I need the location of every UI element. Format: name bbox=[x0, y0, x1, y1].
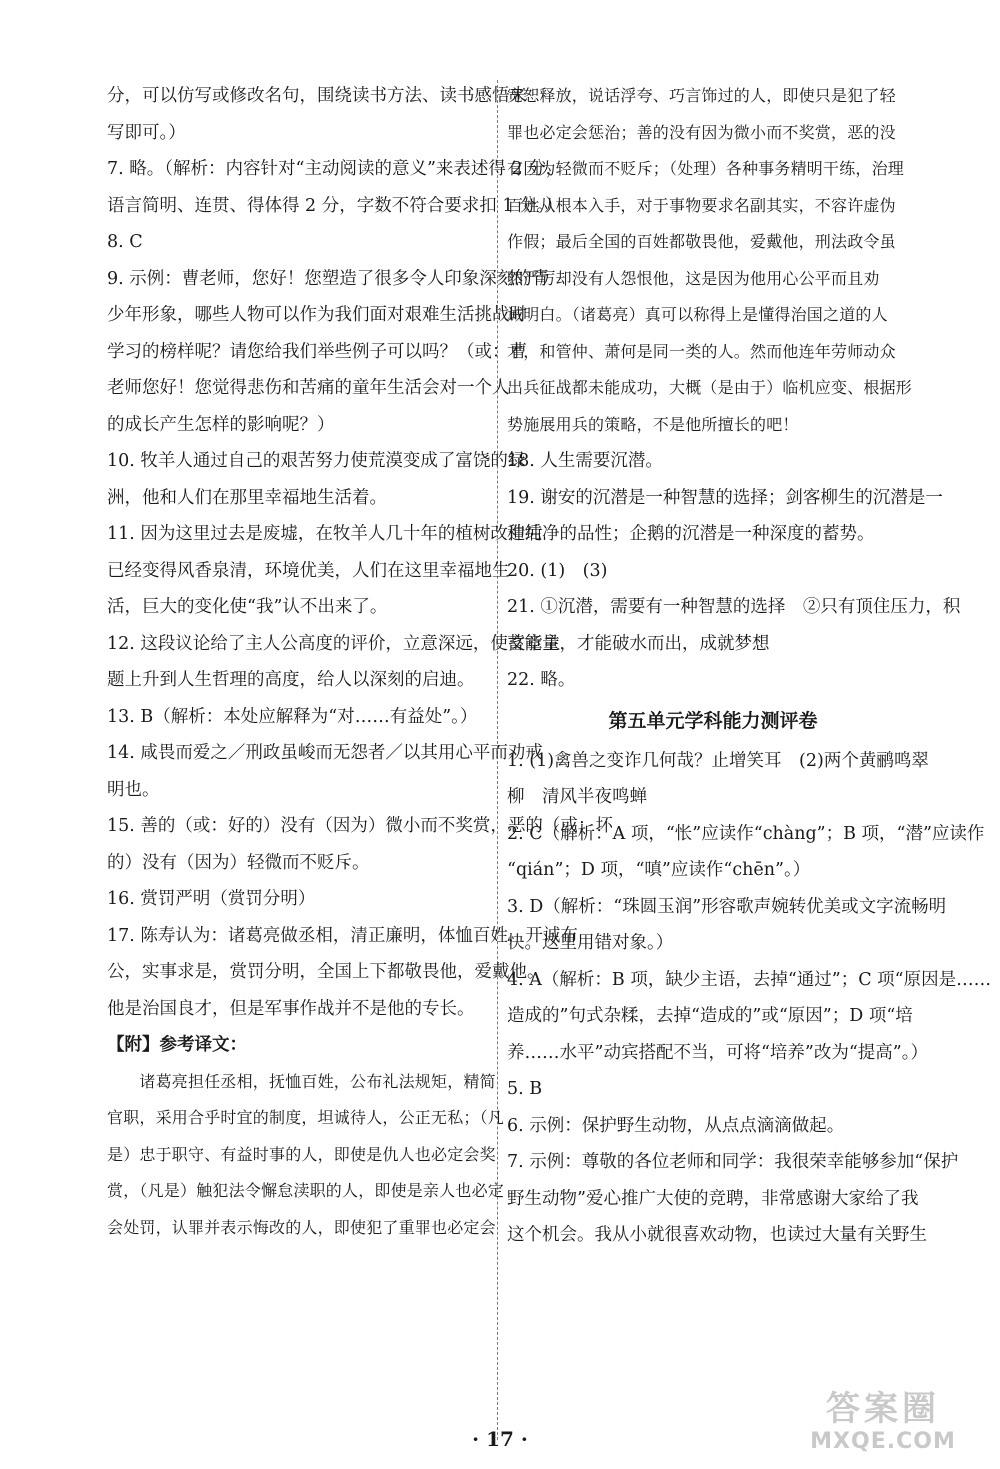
text-line: 学习的榜样呢？请您给我们举些例子可以吗？（或：曹 bbox=[107, 341, 527, 362]
text-line: 7. 示例：尊敬的各位老师和同学：我很荣幸能够参加“保护 bbox=[507, 1152, 959, 1172]
text-line: 7. 略。（解析：内容针对“主动阅读的意义”来表述得 2 分， bbox=[107, 159, 564, 179]
text-line: 诫明白。（诸葛亮）真可以称得上是懂得治国之道的人 bbox=[507, 305, 888, 324]
text-line: 蓄能量，才能破水而出，成就梦想 bbox=[507, 633, 770, 654]
text-line: 6. 示例：保护野生动物，从点点滴滴做起。 bbox=[507, 1115, 845, 1136]
text-line: 16. 赏罚严明（赏罚分明） bbox=[107, 889, 316, 909]
text-line: 13. B（解析：本处应解释为“对……有益处”。） bbox=[107, 706, 478, 727]
text-line: 赏，（凡是）触犯法令懈怠渎职的人，即使是亲人也必定 bbox=[107, 1181, 505, 1200]
right-answer-list-a bbox=[507, 443, 961, 699]
text-line: 的成长产生怎样的影响呢？） bbox=[107, 414, 335, 435]
text-line: 4. A（解析：B 项，缺少主语，去掉“通过”；C 项“原因是…… bbox=[507, 969, 992, 990]
text-line: 2. C（解析：A 项，“怅”应读作“chàng”；B 项，“潜”应读作 bbox=[507, 823, 985, 844]
text-line: 才，和管仲、萧何是同一类的人。然而他连年劳师动众 bbox=[507, 341, 896, 361]
page-number: · 17 · bbox=[472, 1427, 528, 1451]
text-line: 19. 谢安的沉潜是一种智慧的选择；剑客柳生的沉潜是一 bbox=[507, 487, 943, 508]
text-line: 造成的”句式杂糅，去掉“造成的”或“原因”；D 项“培 bbox=[507, 1006, 913, 1026]
text-line: 10. 牧羊人通过自己的艰苦努力使荒漠变成了富饶的绿 bbox=[107, 451, 526, 471]
text-line: 罪也必定会惩治；善的没有因为微小而不奖赏，恶的没 bbox=[507, 122, 896, 142]
text-line: 明也。 bbox=[107, 779, 160, 800]
text-line: 活，巨大的变化使“我”认不出来了。 bbox=[107, 597, 388, 617]
text-line: 柳 清风半夜鸣蝉 bbox=[507, 787, 647, 807]
text-line: 诸葛亮担任丞相，抚恤百姓，公布礼法规矩，精简 bbox=[107, 1071, 496, 1091]
text-line: 作假；最后全国的百姓都敬畏他，爱戴他，刑法政令虽 bbox=[507, 232, 896, 251]
text-line: 他是治国良才，但是军事作战并不是他的专长。 bbox=[107, 998, 475, 1019]
text-line: 写即可。） bbox=[107, 122, 186, 143]
text-line: 8. C bbox=[107, 232, 143, 252]
text-line: 百姓从根本入手，对于事物要求名副其实，不容许虚伪 bbox=[507, 195, 896, 215]
text-line: 公，实事求是，赏罚分明，全国上下都敬畏他，爱戴他。 bbox=[107, 962, 545, 982]
right-answer-list-b bbox=[507, 743, 992, 1254]
text-line: 会处罚，认罪并表示悔改的人，即使犯了重罪也必定会 bbox=[107, 1217, 496, 1237]
text-line: 18. 人生需要沉潜。 bbox=[507, 451, 663, 471]
text-line: 22. 略。 bbox=[507, 670, 576, 690]
left-translation-list bbox=[107, 1064, 505, 1247]
text-line: 21. ①沉潜，需要有一种智慧的选择 ②只有顶住压力，积 bbox=[507, 597, 961, 617]
text-line: 5. B bbox=[507, 1079, 543, 1099]
text-line: 1. (1)禽兽之变诈几何哉？止增笑耳 (2)两个黄鹂鸣翠 bbox=[507, 750, 929, 771]
text-line: 老师您好！您觉得悲伤和苦痛的童年生活会对一个人 bbox=[107, 378, 510, 398]
text-line: 17. 陈寿认为：诸葛亮做丞相，清正廉明，体恤百姓，开诚布 bbox=[107, 925, 578, 946]
text-line: 题上升到人生哲理的高度，给人以深刻的启迪。 bbox=[107, 670, 475, 690]
appendix-label: 【附】参考译文： bbox=[107, 1035, 247, 1055]
right-column bbox=[507, 78, 992, 1254]
text-line: 是）忠于职守、有益时事的人，即使是仇人也必定会奖 bbox=[107, 1144, 496, 1164]
watermark-logo bbox=[778, 1389, 988, 1461]
watermark-top: 答案圈 bbox=[826, 1389, 940, 1429]
text-line: 已经变得风香泉清，环境优美，人们在这里幸福地生 bbox=[107, 560, 510, 581]
text-line: 分，可以仿写或修改名句，围绕读书方法、读书感悟来 bbox=[107, 86, 527, 106]
text-line: 种纯净的品性；企鹅的沉潜是一种深度的蓄势。 bbox=[507, 524, 875, 544]
text-line: 有因为轻微而不贬斥；（处理）各种事务精明干练，治理 bbox=[507, 159, 905, 178]
text-line: 语言简明、连贯、得体得 2 分，字数不符合要求扣 1 分。） bbox=[107, 195, 563, 216]
text-line: 养……水平”动宾搭配不当，可将“培养”改为“提高”。） bbox=[507, 1042, 928, 1063]
text-line: 出兵征战都未能成功，大概（是由于）临机应变、根据形 bbox=[507, 378, 913, 397]
text-line: “qián”；D 项，“嗔”应读作“chēn”。） bbox=[507, 860, 811, 880]
text-line: 然严厉却没有人怨恨他，这是因为他用心公平而且劝 bbox=[507, 268, 880, 288]
text-line: 这个机会。我从小就很喜欢动物，也读过大量有关野生 bbox=[507, 1225, 927, 1245]
text-line: 野生动物”爱心推广大使的竞聘，非常感谢大家给了我 bbox=[507, 1188, 919, 1209]
text-line: 势施展用兵的策略，不是他所擅长的吧！ bbox=[507, 414, 799, 434]
text-line: 快。这里用错对象。） bbox=[507, 933, 674, 953]
text-line: 20. (1) (3) bbox=[507, 560, 608, 581]
text-line: 3. D（解析：“珠圆玉润”形容歌声婉转优美或文字流畅明 bbox=[507, 896, 947, 917]
text-line: 洲，他和人们在那里幸福地生活着。 bbox=[107, 487, 387, 508]
right-translation-list bbox=[507, 78, 919, 443]
text-line: 的）没有（因为）轻微而不贬斥。 bbox=[107, 852, 370, 873]
text-line: 9. 示例：曹老师，您好！您塑造了很多令人印象深刻的青 bbox=[107, 268, 550, 289]
text-line: 官职，采用合乎时宜的制度，坦诚待人，公正无私；（凡 bbox=[107, 1108, 505, 1127]
watermark-bottom: MXQE.COM bbox=[810, 1429, 956, 1454]
text-line: 15. 善的（或：好的）没有（因为）微小而不奖赏，恶的（或：坏 bbox=[107, 816, 613, 836]
text-line: 宽恕释放，说话浮夸、巧言饰过的人，即使只是犯了轻 bbox=[507, 86, 896, 105]
text-line: 少年形象，哪些人物可以作为我们面对艰难生活挑战时 bbox=[107, 305, 527, 325]
section-title: 第五单元学科能力测评卷 bbox=[608, 709, 818, 732]
text-line: 12. 这段议论给了主人公高度的评价，立意深远，使文章主 bbox=[107, 633, 561, 654]
text-line: 11. 因为这里过去是废墟，在牧羊人几十年的植树改造后 bbox=[107, 524, 543, 544]
text-line: 14. 咸畏而爱之／刑政虽峻而无怨者／以其用心平而劝戒 bbox=[107, 743, 543, 763]
